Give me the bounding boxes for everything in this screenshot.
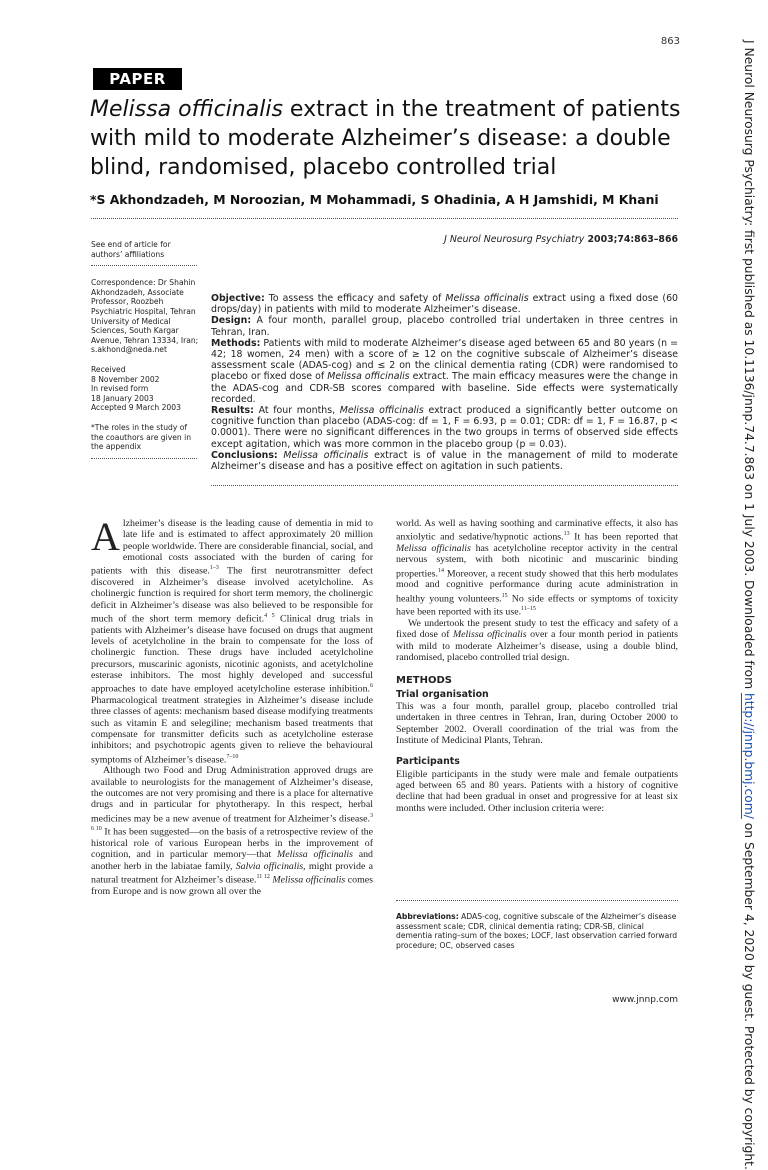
c2p2-text-b: over a four month period in patients with mild to moderate Alzheimer’s disease, using a double blind, randomised, placebo controlled trial design. <box>396 629 678 663</box>
p2-text-a: Although two Food and Drug Administration approved drugs are available to neurologists for the management of Alzheimer’s disease, the outcomes are not very promising and there is a place for alternative drugs and in particular for phytotherapy. In this respect, herbal medicines may be a new avenue of treatment for Alzheimer’s disease. <box>91 765 373 825</box>
objective-italic: Melissa officinalis <box>445 293 529 304</box>
side-note-link[interactable]: http://jnnp.bmj.com/ <box>742 692 756 819</box>
intro-paragraph-3 <box>396 518 678 618</box>
p1-text-d: Pharmacological treatment strategies in Alzheimer’s disease include three classes of agents: mechanism based disease modifying treatments such as vitamin E and selegiline; mechanism based treatments that compensate for transmitter deficits such as acetylcholine esterase inhibitors; and psychotropic agents given to relieve the behavioural symptoms of Alzheimer’s disease. <box>91 695 373 766</box>
design-text: A four month, parallel group, placebo controlled trial undertaken in three centres in Tehran, Iran. <box>211 315 678 338</box>
sidebar-divider <box>91 265 197 266</box>
citation-line <box>400 234 678 245</box>
article-sidebar <box>91 240 201 459</box>
abstract-design <box>211 315 678 337</box>
c2p1-text-b: It has been reported that <box>569 531 679 543</box>
p2-italic: Salvia officinalis <box>235 860 304 872</box>
c2p1-text-c: has acetylcholine receptor activity in the central nervous system, with both nicotinic and muscarinic binding properties. <box>396 542 678 579</box>
methods-text-b: extract. The main efficacy measures were the change in the ADAS-cog and CDR-SB scores compared with baseline. Side effects were systematically recorded. <box>211 371 678 405</box>
ref: 4 5 <box>264 613 275 620</box>
p2-italic: Melissa officinalis <box>276 849 353 861</box>
p1-text-b: The first neurotransmitter defect discovered in Alzheimer’s disease involved acetylcholine. As cholinergic function is required for short term memory, the cholinergic deficit in Alzheimer’s disease was also believed to be responsible for much of the short term memory deficit. <box>91 565 373 625</box>
citation-pages: :863–866 <box>630 234 678 245</box>
title-italic: Melissa officinalis <box>90 97 283 122</box>
abstract-objective <box>211 293 678 315</box>
ref: 15 <box>501 592 508 599</box>
title-rest: extract in the treatment of patients with mild to moderate Alzheimer’s disease: a double blind, randomised, placebo controlled trial <box>90 97 681 180</box>
abbreviations-text: ADAS-cog, cognitive subscale of the Alzheimer’s disease assessment scale; CDR, clinical dementia rating; CDR-SB, clinical dementia rating–sum of the boxes; LOCF, last observation carried forward procedure; OC, observed cases <box>396 912 678 951</box>
results-text-a: At four months, <box>253 405 340 417</box>
objective-label: Objective: <box>211 293 265 304</box>
p2-text-e: comes from Europe and is now grown all over the <box>91 874 373 897</box>
received-label: Received <box>91 364 126 374</box>
affiliations-note: See end of article for authors’ affiliations <box>91 240 171 259</box>
abbreviations-label: Abbreviations: <box>396 912 459 921</box>
sidebar-divider-bottom <box>91 458 197 459</box>
results-label: Results: <box>211 405 254 417</box>
intro-paragraph-4 <box>396 618 678 663</box>
c2p1-text-d: Moreover, a recent study showed that this herb modulates mood and cognitive performance during acute administration in healthy young volunteers. <box>396 567 678 604</box>
revised-label: In revised form <box>91 384 149 394</box>
citation-year: 2003; <box>584 234 618 245</box>
results-text-b: extract produced a significantly better outcome on cognitive function than placebo (ADAS-cog: df = 1, F = 6.93, p = 0.01; CDR: df = 1, F = 16.87, p < 0.0001). There were no significant differences in the two groups in terms of observed side effects except agitation, which was more common in the placebo group (p = 0.03). <box>211 405 678 450</box>
methods-italic: Melissa officinalis <box>327 371 410 383</box>
trial-organisation-text: This was a four month, parallel group, placebo controlled trial undertaken in three centres in Tehran, Iran, during October 2000 to September 2002. Overall coordination of the trial was from the Institute of Medicinal Plants, Tehran. <box>396 701 678 747</box>
c2p1-italic: Melissa officinalis <box>396 542 471 554</box>
abstract-methods <box>211 338 678 405</box>
c2p2-text-a: We undertook the present study to test the efficacy and safety of a fixed dose of <box>396 617 678 641</box>
conclusions-label: Conclusions: <box>211 449 278 461</box>
roles-note: *The roles in the study of the coauthors are given in the appendix <box>91 422 192 452</box>
author-list: *S Akhondzadeh, M Noroozian, M Mohammadi, S Ohadinia, A H Jamshidi, M Khani <box>90 192 659 207</box>
side-note-prefix: J Neurol Neurosurg Psychiatry: first published as 10.1136/jnnp.74.7.863 on 1 July 2003. Downloaded from <box>742 40 756 693</box>
body-column-left <box>91 514 374 897</box>
side-download-note <box>736 40 756 1170</box>
side-note-suffix: on September 4, 2020 by guest. Protected by copyright. <box>742 818 756 1170</box>
drop-cap: A <box>91 514 120 559</box>
conclusions-text: extract is of value in the management of mild to moderate Alzheimer’s disease and has a positive effect on agitation in such patients. <box>211 449 678 473</box>
received-date: 8 November 2002 <box>91 374 160 384</box>
p1-text: lzheimer’s disease is the leading cause of dementia in mid to late life and is estimated to affect approximately 20 million people worldwide. There are considerable financial, social, and emotional costs associated with the burden of caring for patients with this disease. <box>91 518 373 577</box>
citation-volume: 74 <box>617 234 631 245</box>
methods-heading: METHODS <box>396 675 452 687</box>
intro-paragraph-1 <box>91 514 374 766</box>
abstract <box>211 293 678 472</box>
c2p1-text-a: world. As well as having soothing and carminative effects, it also has anxiolytic and sedative/hypnotic actions. <box>396 518 678 543</box>
participants-text: Eligible participants in the study were male and female outpatients aged between 65 and 80 years. Patients with a history of cognitive decline that had been gradual in onset and progressive for at least six months were included. Other inclusion criteria were: <box>396 768 678 814</box>
c2p2-italic: Melissa officinalis <box>452 629 527 641</box>
title-divider <box>91 218 678 219</box>
design-label: Design: <box>211 315 252 327</box>
intro-paragraph-2 <box>91 765 373 897</box>
section-badge: PAPER <box>93 68 182 90</box>
trial-organisation-heading: Trial organisation <box>396 688 489 700</box>
correspondence: Correspondence: Dr Shahin Akhondzadeh, Associate Professor, Roozbeh Psychiatric Hospital, Tehran University of Medical Sciences, South Kargar Avenue, Tehran 13334, Iran; s.akhond@neda.net <box>91 278 199 355</box>
objective-text-b: extract using a fixed dose (60 drops/day) in patients with mild to moderate Alzheimer’s disease. <box>211 293 678 316</box>
ref: 14 <box>437 567 444 574</box>
ref: 3 6 10 <box>91 812 373 833</box>
methods-text-a: Patients with mild to moderate Alzheimer’s disease aged between 65 and 80 years (n = 42; 18 women, 24 men) with a score of ≥ 12 on the cognitive subscale of Alzheimer’s disease assessment scale (ADAS-cog) and ≤ 2 on the clinical dementia rating (CDR) were randomised to placebo or fixed dose of <box>211 337 678 383</box>
results-italic: Melissa officinalis <box>339 405 424 417</box>
p2-text-d: , might provide a natural treatment for Alzheimer’s disease. <box>91 860 373 886</box>
ref: 6 <box>370 683 373 690</box>
page-number: 863 <box>660 36 680 47</box>
c2p1-text-e: No side effects or symptoms of toxicity have been reported with its use. <box>396 592 679 618</box>
abstract-divider <box>211 485 678 486</box>
abbreviations-box <box>396 912 678 951</box>
conclusions-italic: Melissa officinalis <box>277 449 369 461</box>
article-title <box>90 95 690 182</box>
revised-date: 18 January 2003 <box>91 393 154 403</box>
p2-text-c: and another herb in the labiatae family, <box>91 849 373 872</box>
p2-italic: Melissa officinalis <box>269 874 346 886</box>
ref: 7–10 <box>226 753 239 760</box>
abbreviations-divider <box>396 900 678 901</box>
p2-text-b: It has been suggested—on the basis of a retrospective review of the historical role of various European herbs in the improvement of cognition, and in particular memory—that <box>91 826 374 861</box>
body-column-right <box>396 518 678 814</box>
ref: 13 <box>563 531 570 538</box>
methods-label: Methods: <box>211 337 261 349</box>
ref: 11–15 <box>521 606 536 613</box>
accepted-date: Accepted 9 March 2003 <box>91 403 181 413</box>
abstract-conclusions <box>211 450 678 472</box>
footer-url[interactable]: www.jnnp.com <box>612 995 678 1005</box>
ref: 11 12 <box>256 874 270 881</box>
ref: 1–3 <box>209 565 219 572</box>
citation-journal: J Neurol Neurosurg Psychiatry <box>444 234 585 245</box>
p1-text-c: Clinical drug trials in patients with Alzheimer’s disease have focused on drugs that augment levels of acetylcholine in the brain to compensate for the loss of cholinergic function. These drugs have included acetylcholine precursors, muscarinic agonists, nicotinic agonists, and acetylcholine esterase inhibitors. The most highly developed and successful approaches to date have employed acetylcholine esterase inhibition. <box>91 613 374 695</box>
objective-text-a: To assess the efficacy and safety of <box>264 293 446 304</box>
participants-heading: Participants <box>396 756 460 768</box>
abstract-results <box>211 405 678 450</box>
